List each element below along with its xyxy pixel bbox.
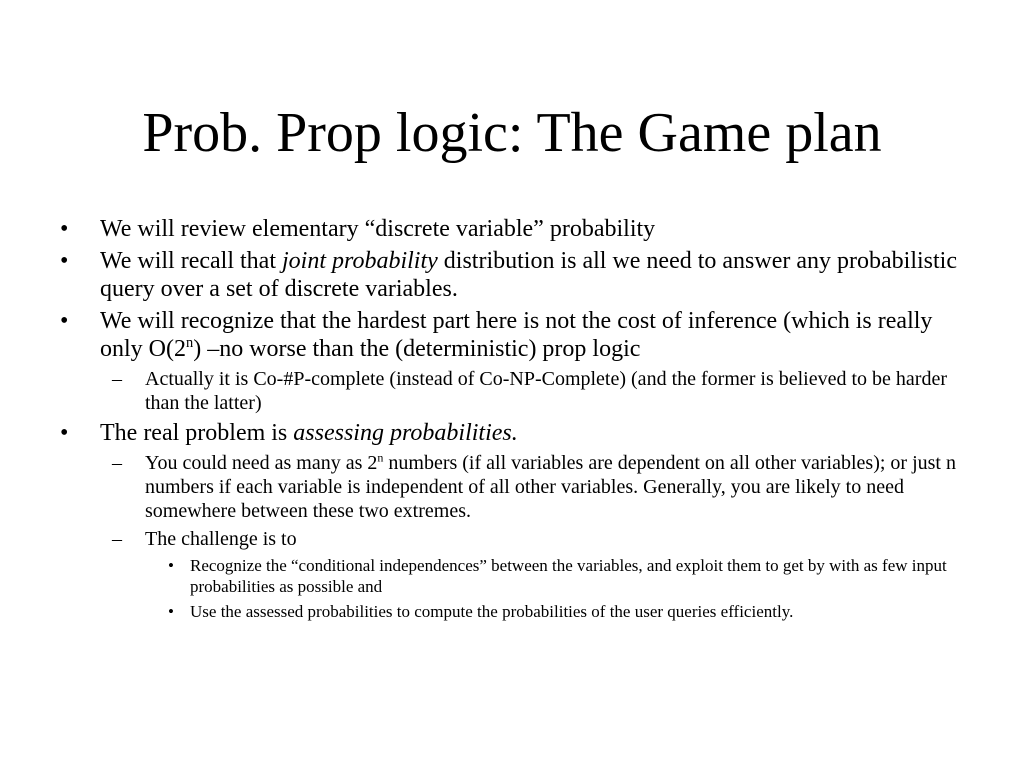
text-run: We will recall that (100, 248, 282, 274)
slide-title: Prob. Prop logic: The Game plan (142, 102, 882, 164)
bullet-marker: • (60, 420, 69, 446)
superscript: n (186, 335, 194, 351)
bullet-text (100, 308, 932, 362)
bullet-item (60, 419, 970, 447)
sub-sub-bullet-item (60, 555, 970, 597)
text-run: We will recognize that the hardest part here is not the cost of inference (which is really only O(2 (100, 308, 933, 362)
bullet-item (60, 247, 970, 303)
sub-sub-bullet-item (60, 601, 970, 622)
bullet-marker: • (168, 556, 174, 575)
text-run: You could need as many as 2 (145, 452, 378, 474)
superscript: n (377, 450, 384, 465)
text-run: ) –no worse than the (deterministic) prop logic (193, 336, 641, 362)
bullet-text (100, 420, 518, 446)
dash-marker: – (112, 368, 122, 390)
sub-bullet-item (60, 451, 970, 523)
bullet-text (145, 452, 956, 522)
text-run: The real problem is (100, 420, 294, 446)
bullet-text: The challenge is to (145, 528, 297, 550)
sub-bullet-item (60, 367, 970, 415)
dash-marker: – (112, 528, 122, 550)
sub-bullet-item (60, 527, 970, 551)
bullet-text: We will review elementary “discrete variable” probability (100, 216, 656, 242)
bullet-text: Actually it is Co-#P-complete (instead of Co-NP-Complete) (and the former is believed to be harder than the latter) (145, 368, 948, 414)
bullet-text: Use the assessed probabilities to compute the probabilities of the user queries efficiently. (190, 602, 794, 621)
text-run: numbers (if all variables are dependent on all other variables); or just n numbers if each variable is independent of all other variables. Generally, you are likely to need somewhere between these two extremes. (145, 452, 956, 522)
bullet-marker: • (60, 308, 69, 334)
bullet-marker: • (60, 248, 69, 274)
bullet-list (60, 215, 970, 626)
dash-marker: – (112, 452, 122, 474)
bullet-item (60, 307, 970, 363)
bullet-text: Recognize the “conditional independences” between the variables, and exploit them to get by with as few input probabilities as possible and (190, 556, 947, 596)
bullet-text (100, 248, 957, 302)
bullet-marker: • (168, 602, 174, 621)
text-run: distribution is all we need to answer any probabilistic query over a set of discrete variables. (100, 248, 958, 302)
bullet-marker: • (60, 216, 69, 242)
emphasis-text: joint probability (282, 248, 438, 274)
bullet-item (60, 215, 970, 243)
emphasis-text: assessing probabilities. (293, 420, 518, 446)
